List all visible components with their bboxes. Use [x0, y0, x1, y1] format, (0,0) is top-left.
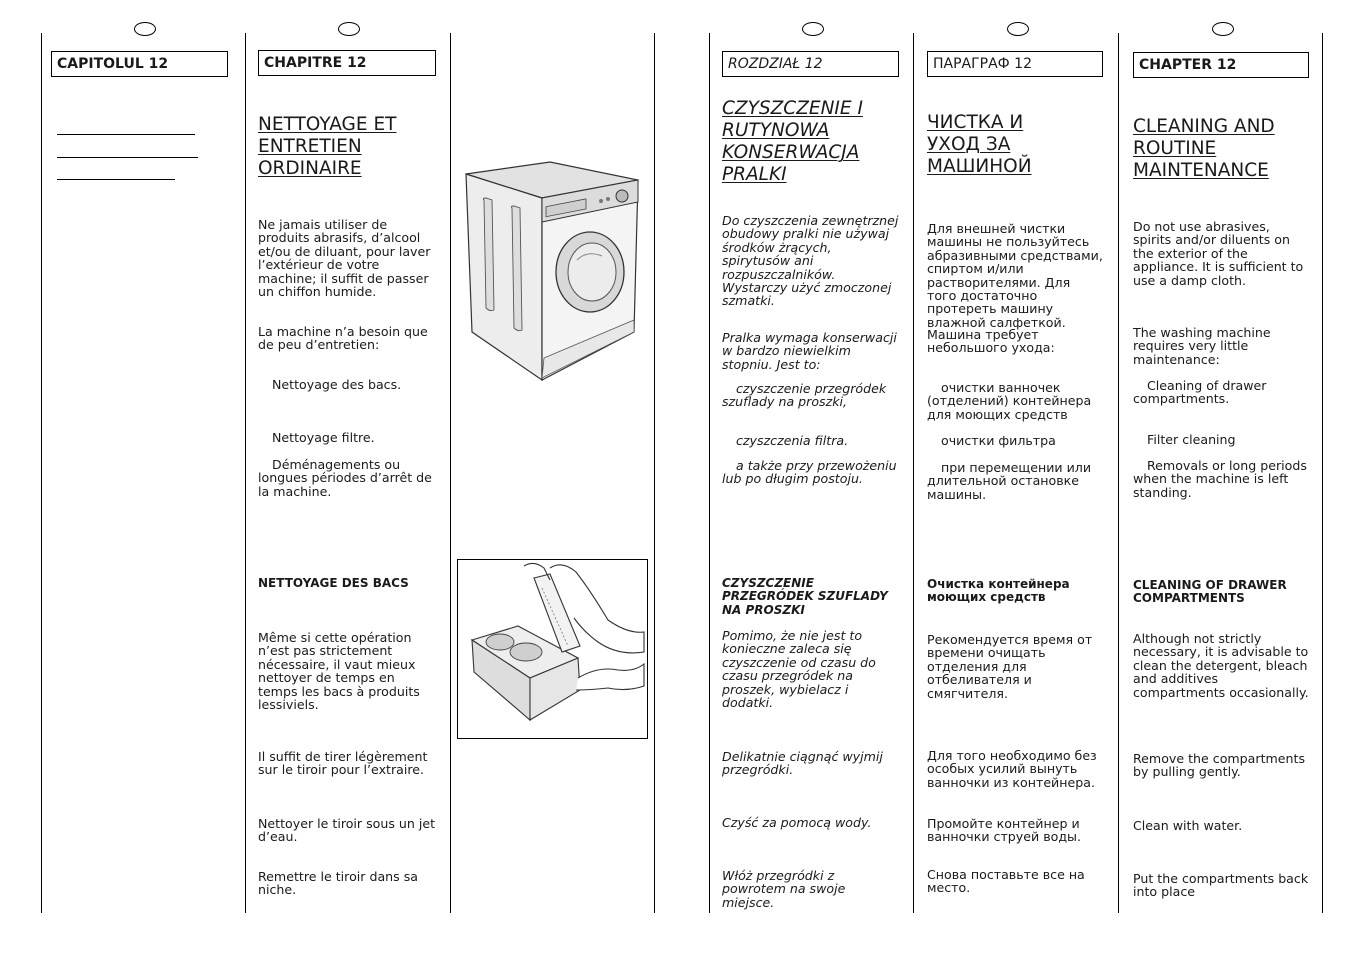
list-item: czyszczenia filtra.	[736, 433, 849, 448]
subsection-heading: CZYSZCZENIE PRZEGRÓDEK SZUFLADY NA PROSZKI	[722, 576, 888, 617]
chapter-heading: ПАРАГРАФ 12	[927, 51, 1103, 77]
paragraph: La machine n’a besoin que de peu d’entretien:	[258, 324, 428, 353]
list-item: Nettoyage filtre.	[272, 430, 375, 445]
paragraph: Для того необходимо без особых усилий вынуть ванночки из контейнера.	[927, 748, 1097, 790]
section-title: ЧИСТКА И УХОД ЗА МАШИНОЙ	[927, 112, 1032, 177]
chapter-heading: CAPITOLUL 12	[51, 51, 228, 77]
detergent-drawer-illustration	[457, 559, 648, 739]
list-item: czyszczenie przegródek szuflady na proszki,	[722, 381, 887, 410]
column-divider	[913, 33, 914, 913]
list-item: Nettoyage des bacs.	[272, 377, 402, 392]
french-column	[258, 0, 436, 954]
column-divider	[1118, 33, 1119, 913]
section-title: NETTOYAGE ET ENTRETIEN ORDINAIRE	[258, 114, 397, 179]
column-divider	[450, 33, 451, 913]
paragraph: Clean with water.	[1133, 818, 1243, 833]
paragraph: Снова поставьте все на место.	[927, 867, 1085, 896]
list-item: очистки ванночек (отделений) контейнера для моющих средств	[927, 380, 1092, 422]
paragraph: Il suffit de tirer légèrement sur le tiroir pour l’extraire.	[258, 749, 428, 778]
list-item: Filter cleaning	[1147, 432, 1236, 447]
english-column	[1133, 0, 1309, 954]
washing-machine-illustration	[462, 160, 642, 385]
list-item: очистки фильтра	[941, 433, 1056, 448]
paragraph: Pomimo, że nie jest to konieczne zaleca się czyszczenie od czasu do czasu przegródek na proszek, wybielacz i dodatki.	[722, 628, 876, 711]
paragraph: Do czyszczenia zewnętrznej obudowy pralki nie używaj środków żrących, spirytusów ani rozpuszczalników. Wystarczy użyć zmoczonej szmatki.	[722, 213, 899, 309]
list-item: Cleaning of drawer compartments.	[1133, 378, 1267, 407]
chapter-heading: CHAPITRE 12	[258, 50, 436, 76]
chapter-heading: CHAPTER 12	[1133, 52, 1309, 78]
list-item: Removals or long periods when the machine is left standing.	[1133, 458, 1307, 500]
paragraph: Рекомендуется время от времени очищать отделения для отбеливателя и смягчителя.	[927, 632, 1093, 701]
blank-title-line	[57, 157, 198, 158]
list-item: a także przy przewożeniu lub po długim postoju.	[722, 458, 897, 487]
paragraph: Même si cette opération n’est pas strictement nécessaire, il vaut mieux nettoyer de temps en temps les bacs à produits lessiviels.	[258, 630, 420, 713]
paragraph: Pralka wymaga konserwacji w bardzo niewielkim stopniu. Jest to:	[722, 330, 897, 372]
column-divider	[654, 33, 655, 913]
column-divider	[245, 33, 246, 913]
section-title: CZYSZCZENIE I RUTYNOWA KONSERWACJA PRALKI	[722, 98, 863, 185]
romanian-column	[51, 0, 228, 954]
chapter-heading: ROZDZIAŁ 12	[722, 51, 899, 77]
blank-title-line	[57, 134, 195, 135]
subsection-heading: NETTOYAGE DES BACS	[258, 576, 409, 590]
paragraph: Włóż przegródki z powrotem na swoje miejsce.	[722, 868, 846, 910]
column-divider	[1322, 33, 1323, 913]
subsection-heading: CLEANING OF DRAWER COMPARTMENTS	[1133, 578, 1287, 606]
list-item: при перемещении или длительной остановке машины.	[927, 460, 1092, 502]
column-divider	[709, 33, 710, 913]
column-divider	[41, 33, 42, 913]
paragraph: Remettre le tiroir dans sa niche.	[258, 869, 418, 898]
paragraph: Czyść za pomocą wody.	[722, 815, 872, 830]
section-title: CLEANING AND ROUTINE MAINTENANCE	[1133, 116, 1275, 181]
subsection-heading: Очистка контейнера моющих средств	[927, 577, 1070, 605]
paragraph: Машина требует небольшого ухода:	[927, 327, 1055, 356]
paragraph: Nettoyer le tiroir sous un jet d’eau.	[258, 816, 436, 845]
paragraph: Delikatnie ciągnąć wyjmij przegródki.	[722, 749, 883, 778]
paragraph: Для внешней чистки машины не пользуйтесь абразивными средствами, спиртом и/или растворителями. Для того достаточно протереть машину влажной салфеткой.	[927, 221, 1103, 330]
paragraph: The washing machine requires very little maintenance:	[1133, 325, 1271, 367]
paragraph: Remove the compartments by pulling gently.	[1133, 751, 1306, 780]
list-item: Déménagements ou longues périodes d’arrêt de la machine.	[258, 457, 432, 499]
paragraph: Do not use abrasives, spirits and/or diluents on the exterior of the appliance. It is sufficient to use a damp cloth.	[1133, 219, 1304, 288]
paragraph: Ne jamais utiliser de produits abrasifs, d’alcool et/ou de diluant, pour laver l’extérieur de votre machine; il suffit de passer un chiffon humide.	[258, 217, 431, 300]
paragraph: Although not strictly necessary, it is advisable to clean the detergent, bleach and additives compartments occasionally.	[1133, 631, 1309, 700]
polish-column	[722, 0, 899, 954]
paragraph: Промойте контейнер и ванночки струей воды.	[927, 816, 1081, 845]
blank-title-line	[57, 179, 175, 180]
russian-column	[927, 0, 1103, 954]
paragraph: Put the compartments back into place	[1133, 871, 1309, 900]
